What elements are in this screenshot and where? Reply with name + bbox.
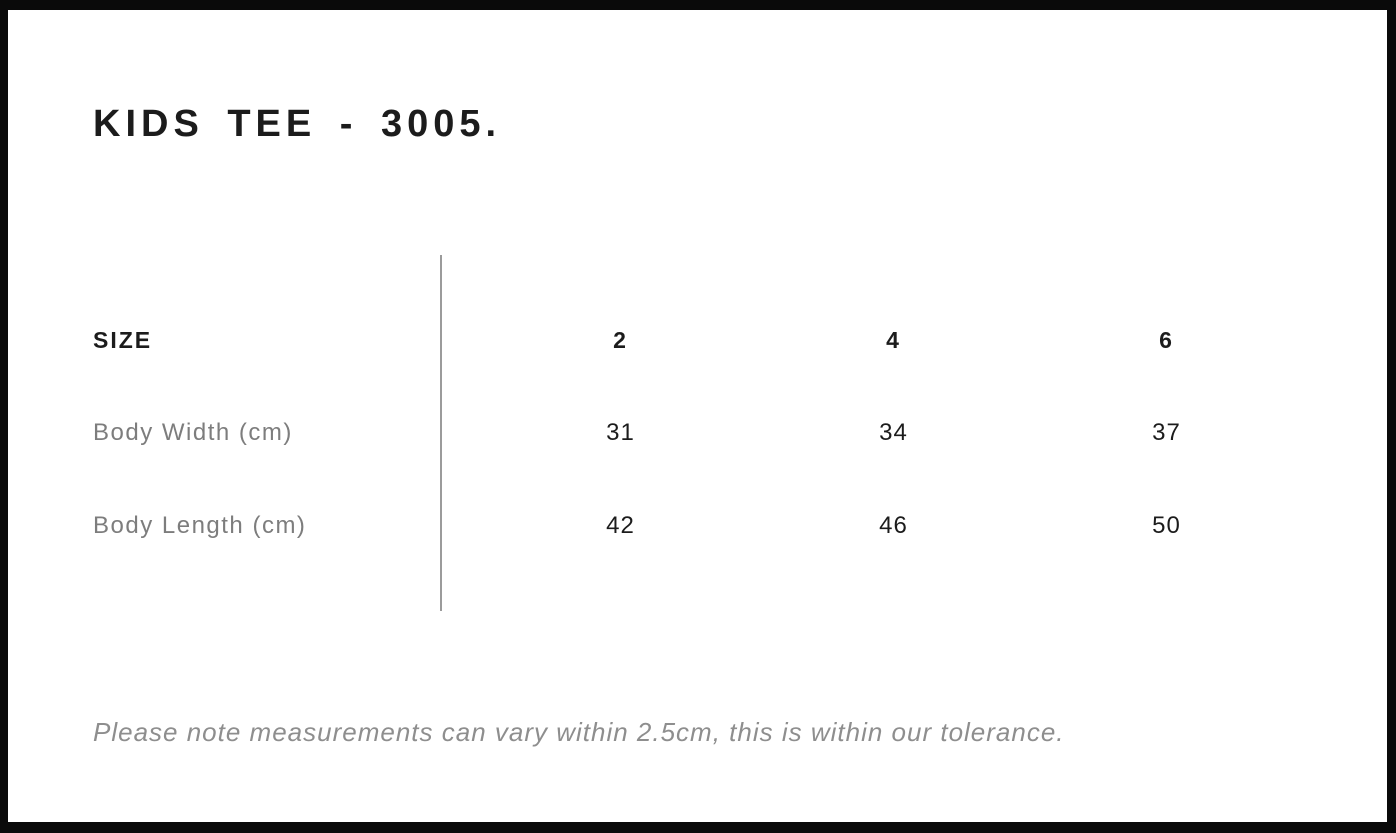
table-header-row (93, 327, 1303, 353)
size-header-label: SIZE (93, 327, 153, 353)
size-column-header-2: 2 (613, 327, 628, 353)
measurement-value: 46 (879, 512, 908, 539)
size-column-header-4: 4 (886, 327, 901, 353)
size-table (93, 255, 1303, 611)
tolerance-note: Please note measurements can vary within 2.5cm, this is within our tolerance. (93, 717, 1065, 747)
table-row (93, 420, 1303, 446)
measurement-label: Body Length (cm) (93, 512, 307, 539)
measurement-label: Body Width (cm) (93, 419, 293, 446)
table-divider (440, 255, 442, 611)
measurement-value: 42 (606, 512, 635, 539)
measurement-value: 34 (879, 419, 908, 446)
measurement-value: 37 (1152, 419, 1181, 446)
size-column-header-6: 6 (1159, 327, 1174, 353)
table-row (93, 513, 1303, 539)
page-title: KIDS TEE - 3005. (93, 103, 502, 145)
measurement-value: 31 (606, 419, 635, 446)
measurement-value: 50 (1152, 512, 1181, 539)
